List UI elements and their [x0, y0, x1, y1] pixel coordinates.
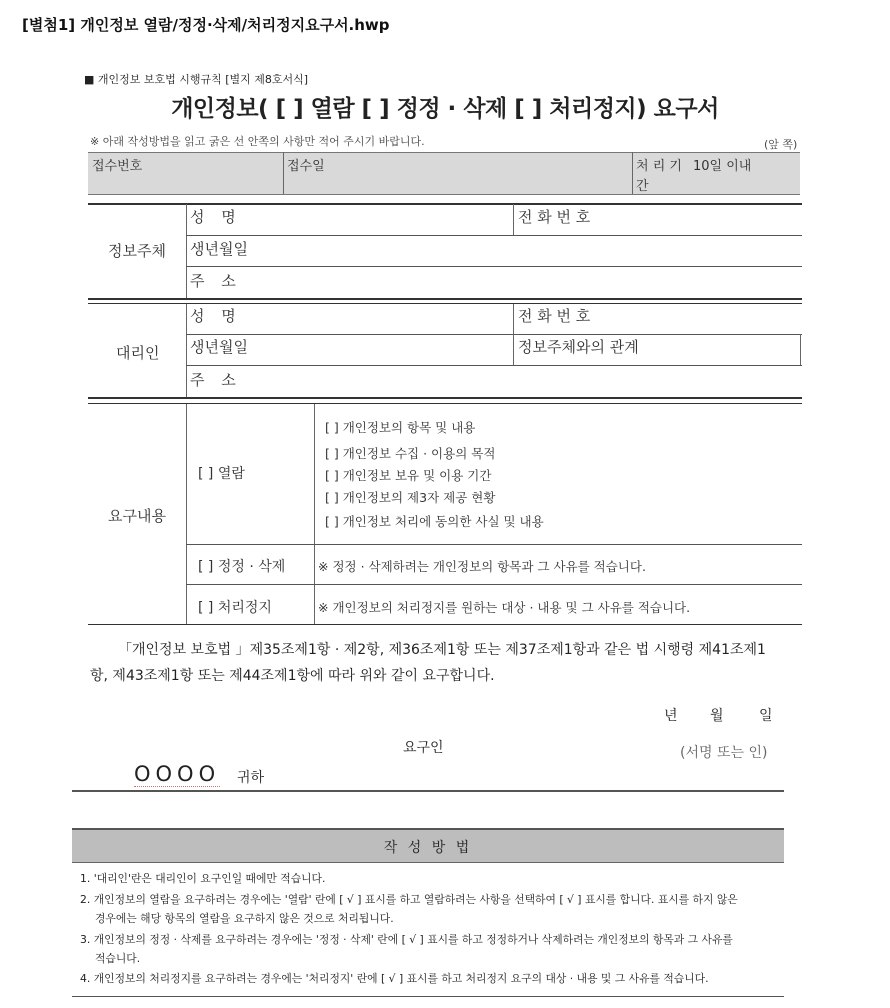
- processing-period-label-2: 간: [636, 179, 649, 194]
- agent-phone-field[interactable]: 전 화 번 호: [518, 307, 591, 325]
- guide-item: 경우에는 해당 항목의 열람을 요구하지 않은 것으로 처리됩니다.: [95, 912, 394, 925]
- subject-phone-field[interactable]: 전 화 번 호: [518, 208, 591, 226]
- page-title: 개인정보( [ ] 열람 [ ] 정정 · 삭제 [ ] 처리정지) 요구서: [171, 96, 719, 122]
- agent-section-label: 대리인: [116, 344, 160, 362]
- view-item[interactable]: [ ] 개인정보의 항목 및 내용: [325, 420, 476, 435]
- receipt-number-label: 접수번호: [92, 159, 143, 174]
- addressee: OOOO: [134, 762, 221, 786]
- date-year[interactable]: 년: [664, 708, 678, 724]
- correct-delete-note[interactable]: ※ 정정 · 삭제하려는 개인정보의 항목과 그 사유를 적습니다.: [318, 559, 646, 574]
- instruction-notice: ※ 아래 작성방법을 읽고 굵은 선 안쪽의 사항만 적어 주시기 바랍니다.: [90, 135, 425, 148]
- guide-item: 4. 개인정보의 처리정지를 요구하려는 경우에는 '처리정지' 란에 [ √ ] 표시를 하고 처리정지 요구의 대상 · 내용 및 그 사유를 적습니다.: [80, 972, 709, 985]
- correct-delete-checkbox[interactable]: [ ] 정정 · 삭제: [198, 559, 286, 575]
- view-item[interactable]: [ ] 개인정보 수집 · 이용의 목적: [325, 446, 496, 461]
- agent-relation-field[interactable]: 정보주체와의 관계: [518, 338, 639, 356]
- addressee-suffix: 귀하: [237, 770, 265, 786]
- date-day[interactable]: 일: [759, 708, 773, 724]
- signature-field[interactable]: (서명 또는 인): [680, 745, 768, 761]
- processing-period-label: 처 리 기: [636, 159, 682, 174]
- stop-processing-checkbox[interactable]: [ ] 처리정지: [198, 600, 272, 616]
- agent-birth-field[interactable]: 생년월일: [190, 338, 248, 356]
- request-section-label: 요구내용: [108, 507, 166, 525]
- page-side-label: (앞 쪽): [764, 138, 798, 151]
- agent-name-field[interactable]: 성 명: [190, 307, 242, 325]
- view-checkbox[interactable]: [ ] 열람: [198, 466, 245, 482]
- form-number: ■ 개인정보 보호법 시행규칙 [별지 제8호서식]: [84, 73, 309, 86]
- processing-period-value: 10일 이내: [693, 159, 752, 174]
- view-item[interactable]: [ ] 개인정보 보유 및 이용 기간: [325, 468, 492, 483]
- guide-item: 적습니다.: [95, 952, 141, 965]
- subject-name-field[interactable]: 성 명: [190, 208, 242, 226]
- subject-section-label: 정보주체: [108, 242, 166, 260]
- statement-line-2: 항, 제43조제1항 또는 제44조제1항에 따라 위와 같이 요구합니다.: [90, 668, 495, 684]
- receipt-date-label: 접수일: [287, 159, 325, 174]
- guide-item: 3. 개인정보의 정정 · 삭제를 요구하려는 경우에는 '정정 · 삭제' 란에 [ √ ] 표시를 하고 정정하거나 삭제하려는 개인정보의 항목과 그 사유를: [80, 933, 733, 946]
- statement-line-1: 「개인정보 보호법 」제35조제1항 · 제2항, 제36조제1항 또는 제37조제1항과 같은 법 시행령 제41조제1: [118, 642, 766, 658]
- view-item[interactable]: [ ] 개인정보 처리에 동의한 사실 및 내용: [325, 514, 544, 529]
- date-month[interactable]: 월: [710, 708, 724, 724]
- guide-item: 2. 개인정보의 열람을 요구하려는 경우에는 '열람' 란에 [ √ ] 표시를 하고 열람하려는 사항을 선택하여 [ √ ] 표시를 합니다. 표시를 하지 않은: [80, 893, 738, 906]
- requester-label: 요구인: [403, 740, 444, 756]
- guide-title: 작 성 방 법: [383, 840, 473, 856]
- agent-address-field[interactable]: 주 소: [190, 371, 242, 389]
- guide-header: [72, 828, 784, 863]
- file-title: [별첨1] 개인정보 열람/정정·삭제/처리정지요구서.hwp: [22, 16, 390, 34]
- subject-birth-field[interactable]: 생년월일: [190, 240, 248, 258]
- view-item[interactable]: [ ] 개인정보의 제3자 제공 현황: [325, 490, 496, 505]
- stop-processing-note[interactable]: ※ 개인정보의 처리정지를 원하는 대상 · 내용 및 그 사유를 적습니다.: [318, 600, 691, 615]
- subject-address-field[interactable]: 주 소: [190, 272, 242, 290]
- guide-item: 1. '대리인'란은 대리인이 요구인일 때에만 적습니다.: [80, 872, 326, 885]
